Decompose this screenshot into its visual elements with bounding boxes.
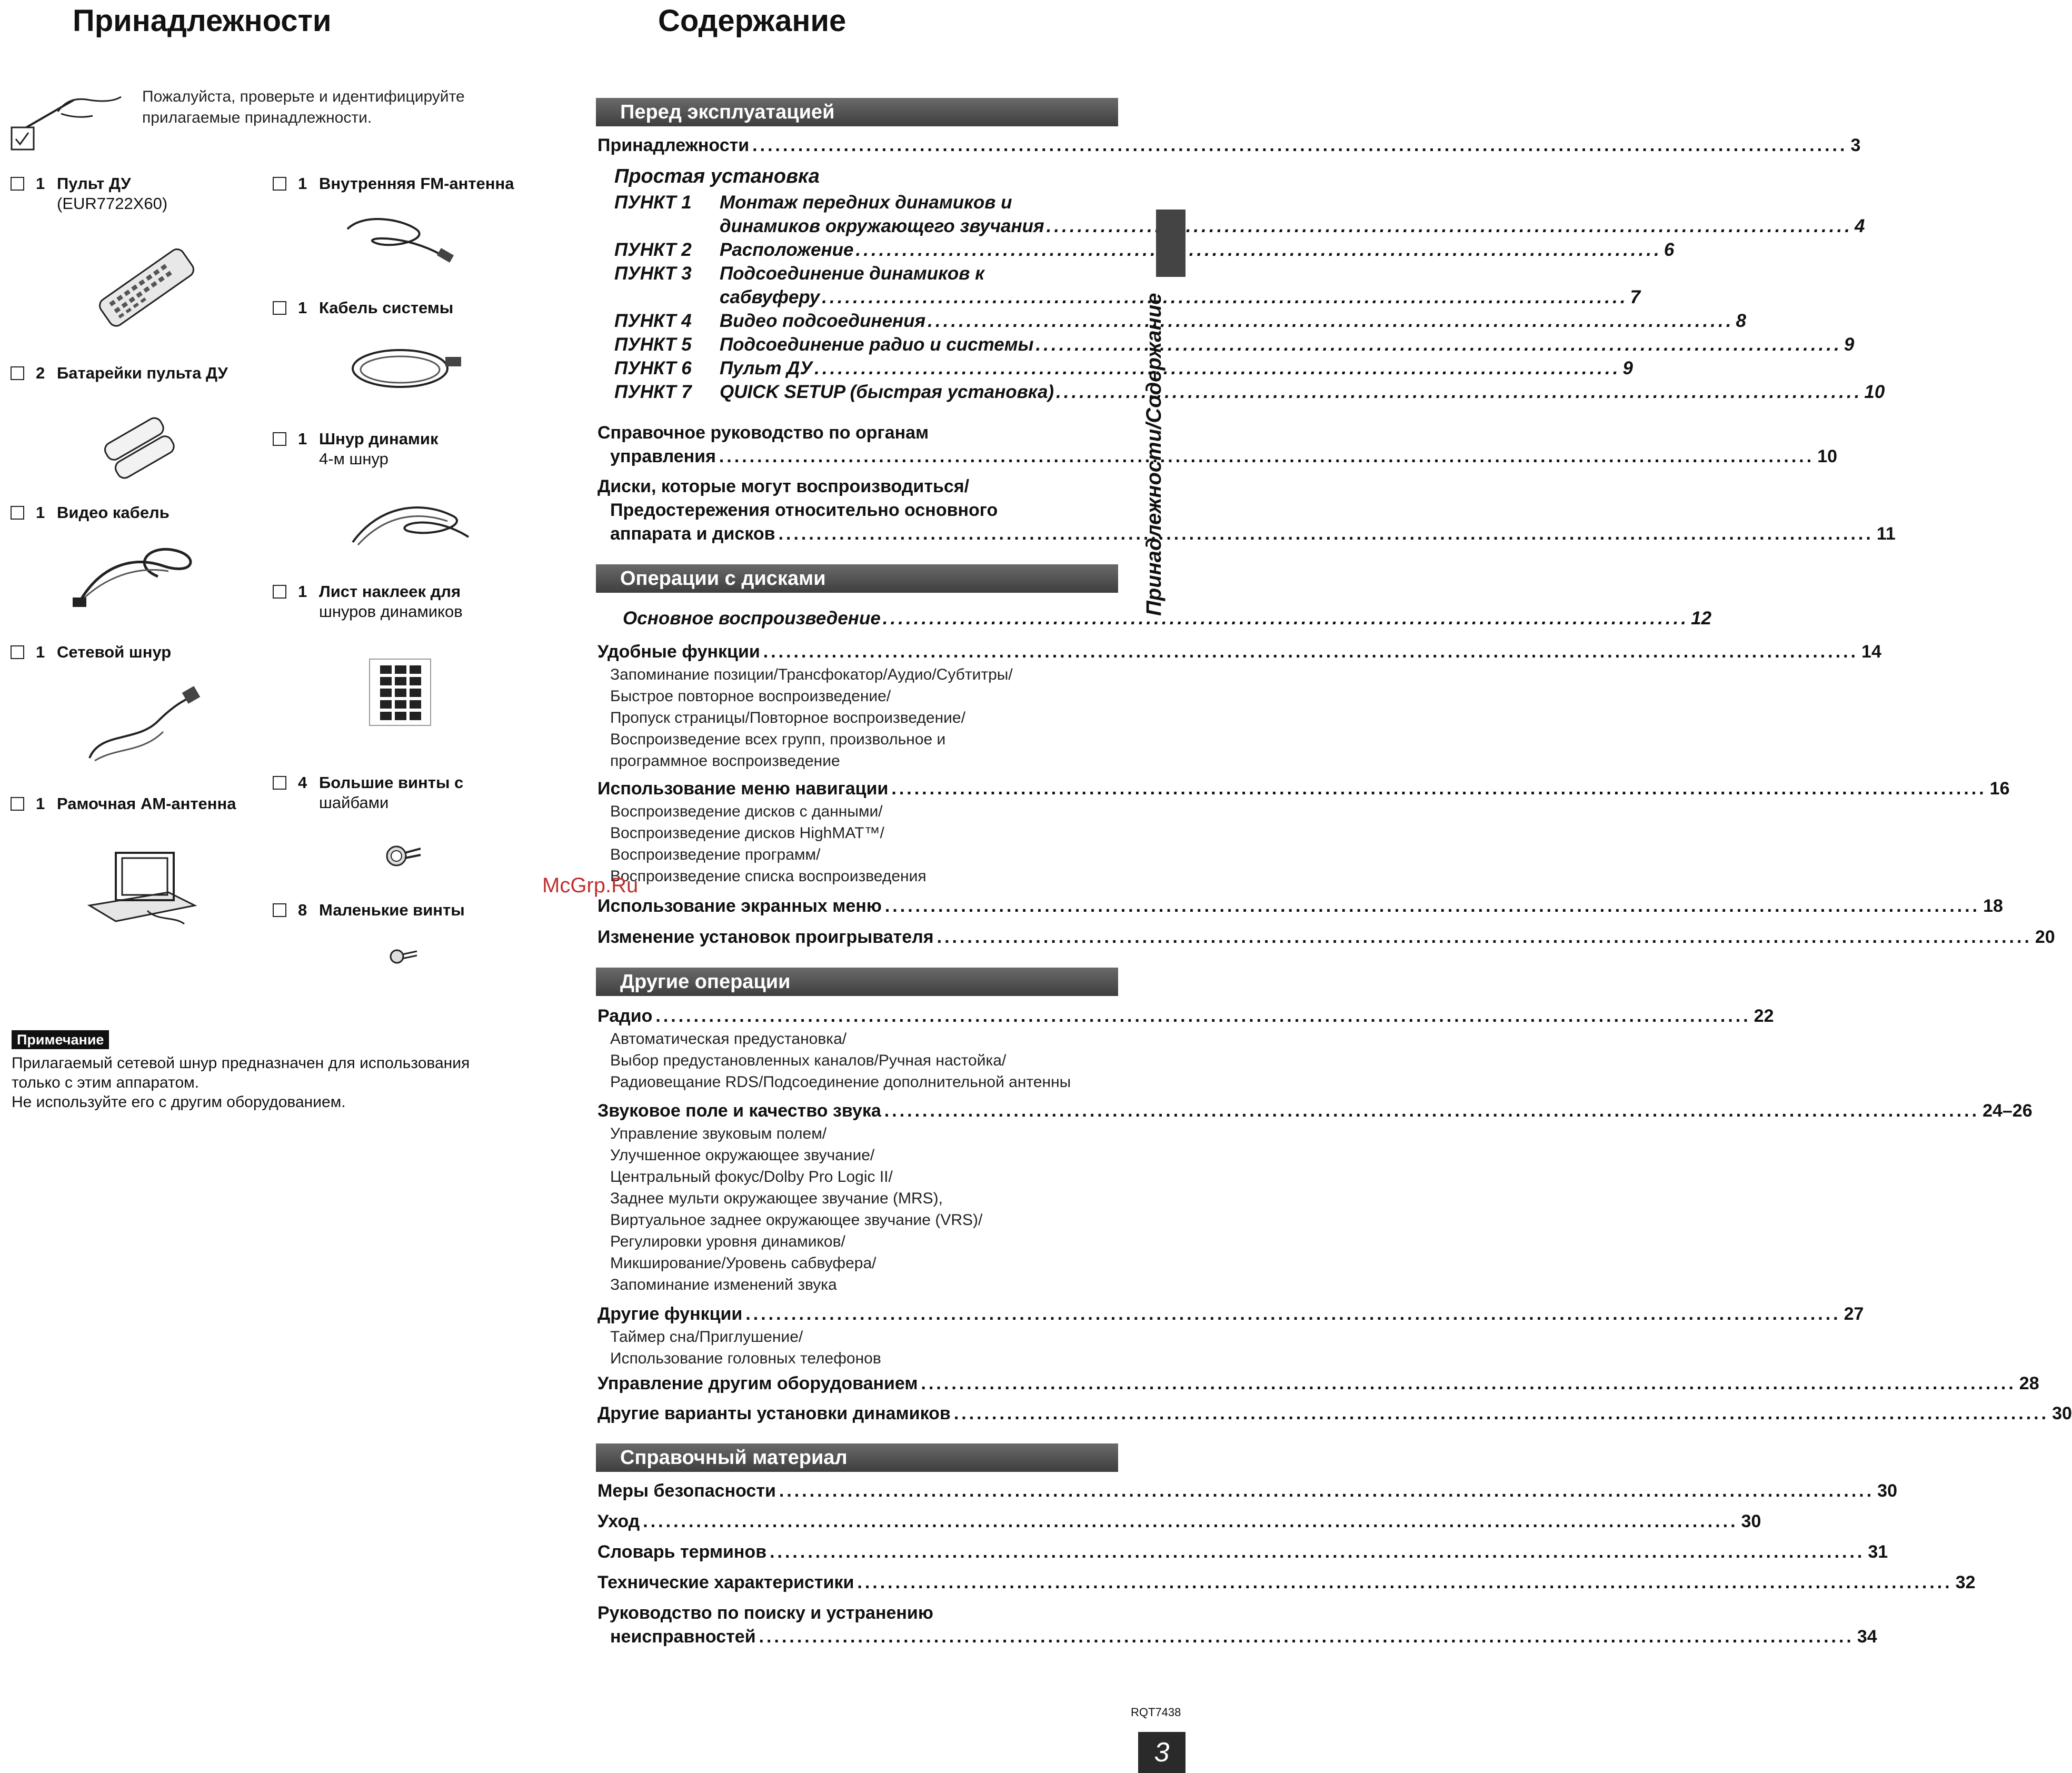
small-screw-icon (388, 945, 420, 966)
accessory-name: Внутренняя FM-антенна (319, 174, 514, 193)
accessory-qty: 4 (298, 773, 307, 792)
accessory-qty: 1 (36, 503, 45, 522)
checkbox[interactable] (11, 366, 24, 380)
accessory-qty: 1 (298, 582, 307, 601)
intro-line: Пожалуйста, проверьте и идентифицируйте (142, 88, 465, 105)
accessory-name: Шнур динамик 4-м шнур (319, 430, 439, 468)
accessory-qty: 1 (298, 430, 307, 448)
accessory-qty: 8 (298, 901, 307, 919)
toc-disc-info[interactable]: Диски, которые могут воспроизводиться/ Предостережения относительно основного аппарата и дисков ..... 11 (597, 475, 1119, 546)
toc-accessories[interactable]: Принадлежности ..... 3 (597, 134, 1119, 157)
accessory-name: Лист наклеек для шнуров динамиков (319, 582, 463, 621)
page-number: 3 (1138, 1732, 1186, 1773)
checkbox[interactable] (11, 645, 24, 659)
video-cable-icon (68, 545, 211, 613)
accessory-sticker-sheet (273, 582, 546, 624)
am-antenna-icon (84, 842, 200, 932)
toc-troubleshooting[interactable]: Руководство по поиску и устранению неисправностей ..... 34 (597, 1601, 1119, 1649)
checkbox[interactable] (273, 432, 286, 446)
section-other-operations: Другие операции (596, 968, 1118, 996)
toc-other-functions[interactable]: Другие функции ..... 27 Таймер сна/Приглушение/ Использование головных телефонов (597, 1302, 1119, 1369)
accessory-am-antenna (11, 794, 263, 815)
toc-specifications[interactable]: Технические характеристики ..... 32 (597, 1571, 1119, 1595)
system-cable-icon (342, 337, 469, 400)
accessory-qty: 1 (36, 643, 45, 661)
accessory-qty: 1 (298, 174, 307, 193)
sticker-sheet-icon (368, 658, 432, 726)
accessory-qty: 1 (298, 298, 307, 317)
toc-speaker-variants[interactable]: Другие варианты установки динамиков ..... 30 (597, 1402, 1119, 1426)
toc-navigation-menu[interactable]: Использование меню навигации ..... 16 Воспроизведение дисков с данными/ Воспроизведение дисков HighMAT™/ Воспроизведение программ/ Воспроизведение списка воспроизведения (597, 777, 1119, 887)
checkbox[interactable] (273, 301, 286, 315)
toc-radio[interactable]: Радио ..... 22 Автоматическая предустановка/ Выбор предустановленных каналов/Ручная настойка/ Радиовещание RDS/Подсоединение дополнительной антенны (597, 1004, 1119, 1093)
model-code: RQT7438 (1131, 1706, 1181, 1719)
accessory-power-cord (11, 642, 263, 663)
accessory-qty: 2 (36, 364, 45, 382)
toc-features[interactable]: Удобные функции ..... 14 Запоминание позиции/Трансфокатор/Аудио/Субтитры/ Быстрое повторное воспроизведение/ Пропуск страницы/Повторное воспроизведение/ Воспроизведение всех групп, произвольное и программное воспроизведение (597, 640, 1119, 772)
speaker-cord-icon (347, 495, 474, 553)
hand-writing-icon (11, 91, 126, 154)
toc-other-equipment[interactable]: Управление другим оборудованием ..... 28 (597, 1372, 1119, 1396)
accessory-qty: 1 (36, 174, 45, 193)
accessory-remote (11, 174, 263, 216)
accessory-large-screws (273, 773, 546, 815)
accessory-fm-antenna (273, 174, 546, 195)
toc-care[interactable]: Уход ..... 30 (597, 1510, 1119, 1533)
fm-antenna-icon (342, 213, 458, 271)
checkbox[interactable] (11, 506, 24, 520)
accessory-name: Рамочная АМ-антенна (57, 794, 236, 813)
section-reference: Справочный материал (596, 1443, 1118, 1472)
toc-safety[interactable]: Меры безопасности ..... 30 (597, 1479, 1119, 1503)
batteries-icon (100, 411, 184, 474)
remote-control-icon (84, 237, 205, 342)
toc-screen-menus[interactable]: Использование экранных меню ..... 18 (597, 894, 1119, 918)
intro-line: прилагаемые принадлежности. (142, 109, 372, 126)
toc-glossary[interactable]: Словарь терминов ..... 31 (597, 1540, 1119, 1564)
accessory-small-screws (273, 900, 546, 921)
intro-text (142, 86, 465, 128)
note-block (12, 1032, 470, 1112)
accessory-name: Большие винты с шайбами (319, 773, 464, 812)
accessory-name: Сетевой шнур (57, 643, 172, 661)
accessory-name: Пульт ДУ (EUR7722X60) (57, 174, 168, 213)
accessory-video-cable (11, 503, 263, 524)
toc-player-settings[interactable]: Изменение установок проигрывателя ..... 20 (597, 925, 1119, 949)
checkbox[interactable] (273, 776, 286, 790)
section-disc-operations: Операции с дисками (596, 564, 1118, 593)
easy-setup-heading: Простая установка (614, 165, 820, 187)
accessory-batteries (11, 363, 263, 384)
accessory-name: Кабель системы (319, 298, 454, 317)
left-page-title: Принадлежности (73, 4, 332, 38)
section-before-operation: Перед эксплуатацией (596, 98, 1118, 126)
checkbox[interactable] (273, 585, 286, 599)
toc-controls[interactable]: Справочное руководство по органам управления ..... 10 (597, 421, 1119, 469)
power-cord-icon (79, 684, 205, 769)
toc-sound-field[interactable]: Звуковое поле и качество звука ..... 24–26 Управление звуковым полем/ Улучшенное окружающее звучание/ Центральный фокус/Dolby Pro Logic II/ Заднее мульти окружающее звучание (MRS), Виртуальное заднее окружающее звучание (VRS)/ Регулировки уровня динамиков/ Микширование/Уровень сабвуфера/ Запоминание изменений звука (597, 1099, 1119, 1296)
note-line: Не используйте его с другим оборудованием. (12, 1093, 346, 1111)
side-tab-marker (1156, 210, 1186, 277)
checkbox[interactable] (11, 797, 24, 811)
accessory-name: Видео кабель (57, 503, 170, 522)
checkbox[interactable] (273, 177, 286, 191)
watermark: McGrp.Ru (542, 874, 639, 897)
checkbox[interactable] (11, 177, 24, 191)
note-line: только с этим аппаратом. (12, 1074, 200, 1091)
note-badge: Примечание (12, 1030, 109, 1049)
checkbox[interactable] (273, 903, 286, 917)
accessory-name: Батарейки пульта ДУ (57, 364, 228, 382)
note-text (12, 1053, 470, 1112)
accessory-qty: 1 (36, 794, 45, 813)
large-screw-icon (382, 837, 424, 874)
note-line: Прилагаемый сетевой шнур предназначен для использования (12, 1054, 470, 1072)
accessory-speaker-cord (273, 429, 546, 471)
side-label: Принадлежности/Содержание (1142, 293, 1166, 616)
right-page-title: Содержание (658, 4, 846, 38)
accessory-name: Маленькие винты (319, 901, 465, 919)
accessory-system-cable (273, 298, 546, 319)
